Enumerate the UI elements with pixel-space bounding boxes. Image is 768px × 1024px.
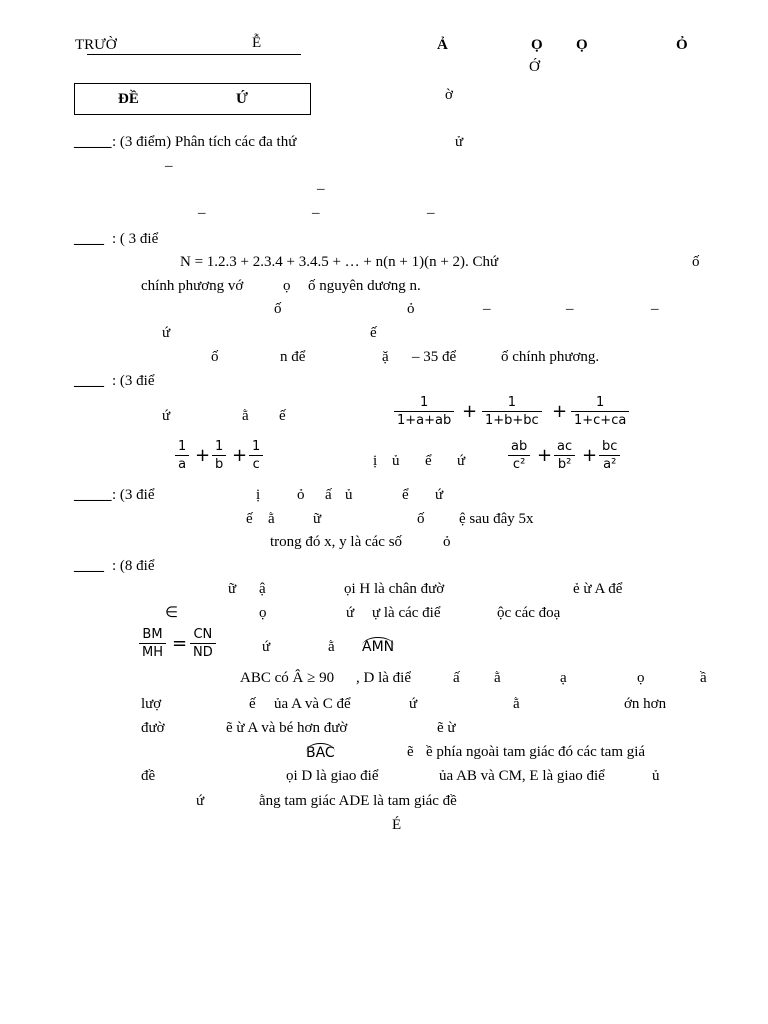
q5-l4f: ọ: [637, 670, 645, 686]
q5-l8a: đề: [141, 768, 156, 784]
q3-fraction-ab-den: c²: [512, 457, 526, 472]
q4-l2b: ằ: [268, 511, 275, 527]
q3-fraction-b-num: 1: [215, 439, 224, 454]
q3-plus-4: +: [232, 445, 248, 466]
q3-fraction-c: [249, 438, 263, 473]
q3-fraction-a: [175, 438, 189, 473]
school-underline: [87, 54, 301, 55]
q4-l1d: ủ: [345, 487, 353, 503]
q2-line1-tail: ố: [692, 254, 700, 270]
q5-l4g: ầ: [700, 670, 707, 686]
q3-plus-5: +: [537, 445, 553, 466]
q3-l2b: ủ: [392, 453, 400, 469]
q5-l1b: ậ: [259, 581, 266, 597]
q1-dash-3: –: [198, 205, 206, 221]
q4-l2d: ố: [417, 511, 425, 527]
q5-l9b: ằng tam giác ADE là tam giác đề: [259, 793, 457, 809]
q5-l4c: ấ: [453, 670, 460, 686]
q4-l3b: ỏ: [443, 534, 451, 550]
q2-line5a: ố: [211, 349, 219, 365]
q3-plus-1: +: [462, 401, 478, 422]
q5-l4e: ạ: [560, 670, 567, 686]
q4-l2c: ữ: [313, 511, 322, 527]
q3-l2d: ứ: [457, 453, 466, 469]
q3-fraction-bc: [599, 438, 620, 473]
q4-l2e: ệ sau đây 5x: [459, 511, 534, 527]
q4-blank: _____: [74, 487, 112, 503]
q5-l6c: ẽ ừ: [437, 720, 456, 736]
q3-fraction-a-num: 1: [178, 439, 187, 454]
q2-line3-dash-3: –: [651, 301, 659, 317]
q3-fraction-ac-den: b²: [557, 457, 572, 472]
q3-fraction-3-den: 1+c+ca: [574, 413, 627, 428]
q2-line4b: ế: [370, 325, 377, 341]
q3-fraction-ab-num: ab: [511, 439, 528, 454]
q5-l7b: ề phía ngoài tam giác đó các tam giá: [426, 744, 646, 760]
q2-line5e: ố chính phương.: [501, 349, 600, 365]
q3-text: : (3 điể: [112, 373, 155, 389]
q1-dash-1: –: [165, 158, 173, 174]
q2-line3-dash-2: –: [566, 301, 574, 317]
q5-l5d: ứ: [409, 696, 418, 712]
q2-line5d: – 35 để: [412, 349, 457, 365]
q5-l5e: ằ: [513, 696, 520, 712]
q5-l2d: ự là các điể: [372, 605, 441, 621]
q3-fraction-b: [212, 438, 226, 473]
q5-l8c: ủa AB và CM, E là giao điể: [439, 768, 605, 784]
q1-dash-4: –: [312, 205, 320, 221]
header-right-sub: Ớ: [529, 59, 540, 75]
q4-l1c: ấ: [325, 487, 332, 503]
q2-line3a: ố: [274, 301, 282, 317]
q3-fraction-c-num: 1: [252, 439, 261, 454]
q5-l4a: ABC có Â ≥ 90: [240, 670, 335, 686]
q5-l5b: ế: [249, 696, 256, 712]
q5-l6a: đườ: [141, 720, 165, 736]
q3-fraction-bc-den: a²: [603, 457, 617, 472]
q5-l3b: ằ: [328, 639, 335, 655]
q2-line4a: ứ: [162, 325, 171, 341]
q3-fraction-1-num: 1: [419, 395, 429, 410]
q3-l1c: ế: [279, 408, 286, 424]
exam-title-box: [74, 83, 311, 115]
q3-l2c: ể: [425, 453, 432, 469]
q5-l4d: ằ: [494, 670, 501, 686]
q3-fraction-ac-num: ac: [557, 439, 573, 454]
q5-blank: ____: [74, 558, 104, 574]
exam-title-left: ĐỀ: [118, 91, 139, 107]
q5-fraction-bm: BM: [142, 627, 163, 642]
q5-l8b: ọi D là giao điể: [286, 768, 379, 784]
q5-l6b: ẽ ừ A và bé hơn đườ: [226, 720, 348, 736]
q2-line2b: ọ: [283, 278, 291, 294]
q5-l5f: ớn hơn: [624, 696, 667, 712]
q4-text: : (3 điể: [112, 487, 155, 503]
q4-l1e: ể: [402, 487, 409, 503]
q1-text-tail: ử: [455, 134, 464, 150]
q4-l2a: ế: [246, 511, 253, 527]
q4-l3a: trong đó x, y là các số: [270, 534, 403, 550]
q5-l4b: , D là điể: [356, 670, 411, 686]
end-mark: É: [392, 817, 402, 833]
q3-fraction-b-den: b: [215, 457, 224, 472]
q5-l1d: ẻ ừ A để: [573, 581, 623, 597]
q2-line2c: ố nguyên dương n.: [308, 278, 421, 294]
q5-angle-amn: AMN: [362, 639, 395, 655]
q3-l1a: ứ: [162, 408, 171, 424]
q5-fraction-mh: MH: [142, 645, 163, 660]
q3-fraction-2-num: 1: [507, 395, 516, 410]
q3-l1b: ằ: [242, 408, 249, 424]
q3-fraction-bc-num: bc: [602, 439, 618, 454]
q5-l2a: ∈: [165, 605, 179, 621]
q1-dash-2: –: [317, 181, 325, 197]
q4-l1a: ị: [256, 487, 261, 503]
q3-plus-2: +: [552, 401, 568, 422]
header-right-a: Ả: [437, 37, 448, 53]
q2-line1: N = 1.2.3 + 2.3.4 + 3.4.5 + … + n(n + 1)(n + 2). Chứ: [180, 254, 499, 270]
q3-l2a: ị: [373, 453, 378, 469]
q3-fraction-2: [482, 394, 542, 429]
q5-l1a: ữ: [228, 581, 237, 597]
q3-fraction-c-den: c: [252, 457, 260, 472]
q1-text: : (3 điểm) Phân tích các đa thứ: [112, 134, 297, 150]
q5-l7a: ẽ: [407, 744, 414, 760]
q3-fraction-a-den: a: [178, 457, 187, 472]
exam-title-right: Ứ: [236, 91, 248, 107]
q1-blank: _____: [74, 134, 112, 150]
q4-l1f: ứ: [435, 487, 444, 503]
q1-dash-5: –: [427, 205, 435, 221]
q3-blank: ____: [74, 373, 104, 389]
q3-fraction-ac: [554, 438, 575, 473]
q5-l1c: ọi H là chân đườ: [344, 581, 445, 597]
q5-fraction-cn-nd: [190, 626, 216, 661]
q3-fraction-ab: [508, 438, 530, 473]
time-mark: ờ: [445, 87, 453, 103]
header-right-b: Ọ: [531, 37, 543, 53]
q2-blank: ____: [74, 231, 104, 247]
header-right-d: Ỏ: [676, 37, 688, 53]
q5-fraction-cn: CN: [193, 627, 213, 642]
q5-fraction-bm-mh: [139, 626, 166, 661]
q5-equals: =: [172, 633, 188, 654]
q2-line3b: ỏ: [407, 301, 415, 317]
school-name: TRƯỜ: [75, 37, 117, 53]
q5-l2c: ứ: [346, 605, 355, 621]
q3-plus-3: +: [195, 445, 211, 466]
q5-angle-bac: BAC: [306, 745, 335, 761]
q3-fraction-1: [394, 394, 454, 429]
school-name-tail: Ễ: [252, 35, 262, 51]
q4-l1b: ỏ: [297, 487, 305, 503]
q2-line5c: ặ: [382, 349, 389, 365]
q5-l2b: ọ: [259, 605, 267, 621]
q2-text: : ( 3 điể: [112, 231, 159, 247]
q3-fraction-3: [571, 394, 629, 429]
q5-fraction-nd: ND: [193, 645, 213, 660]
q5-text: : (8 điể: [112, 558, 155, 574]
q5-l9a: ứ: [196, 793, 205, 809]
q2-line5b: n để: [280, 349, 306, 365]
q2-line2a: chính phương vớ: [141, 278, 244, 294]
q2-line3-dash-1: –: [483, 301, 491, 317]
q5-l5a: lượ: [141, 696, 162, 712]
q5-l5c: ủa A và C để: [274, 696, 351, 712]
q3-fraction-1-den: 1+a+ab: [397, 413, 452, 428]
header-right-c: Ọ: [576, 37, 588, 53]
q5-l8d: ủ: [652, 768, 660, 784]
q3-fraction-2-den: 1+b+bc: [485, 413, 539, 428]
q3-plus-6: +: [582, 445, 598, 466]
q5-l2e: ộc các đoạ: [497, 605, 561, 621]
q3-fraction-3-num: 1: [596, 395, 605, 410]
q5-l3a: ứ: [262, 639, 271, 655]
